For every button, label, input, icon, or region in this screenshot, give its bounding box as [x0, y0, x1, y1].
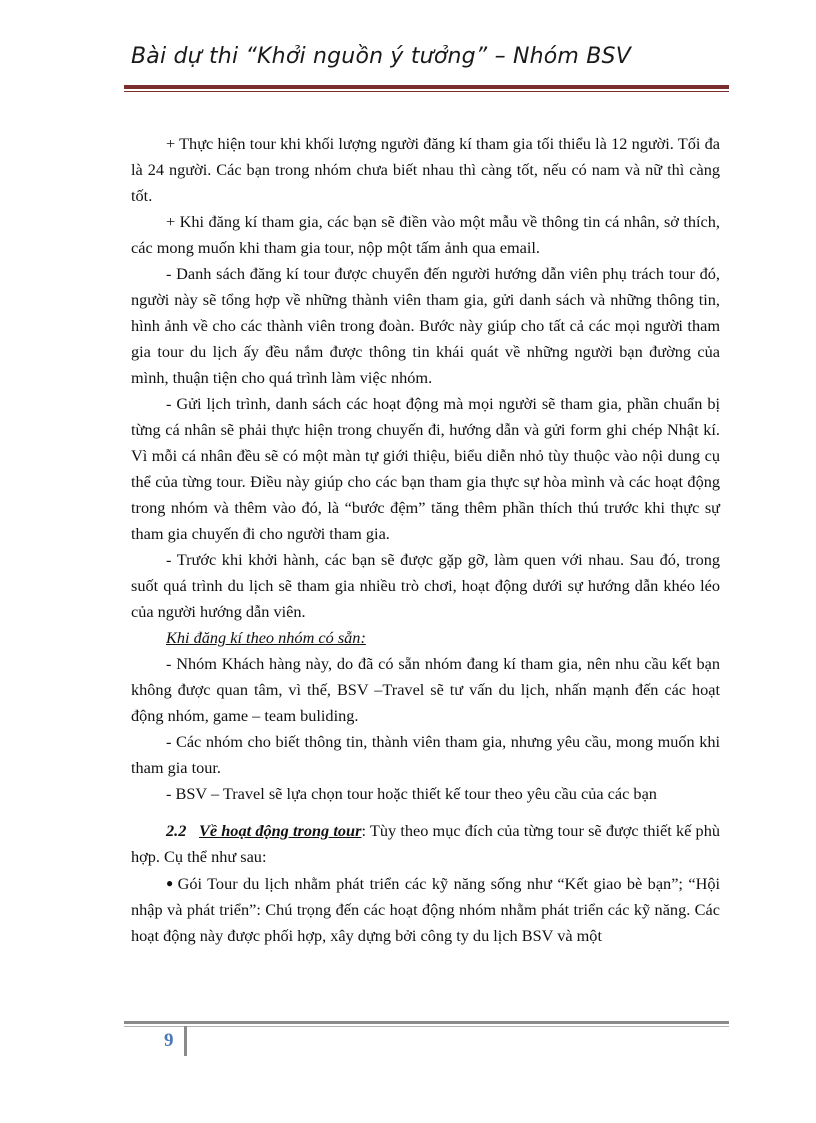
paragraph: - Nhóm Khách hàng này, do đã có sẵn nhóm đang kí tham gia, nên nhu cầu kết bạn không được quan tâm, vì thế, BSV –Travel sẽ tư vấn du lịch, nhấn mạnh đến các hoạt động nhóm, game – team buliding.	[131, 654, 720, 725]
footer-rule-thin	[124, 1026, 729, 1027]
footer-rule	[124, 1021, 729, 1024]
subheading-paragraph	[131, 625, 720, 651]
document-body	[131, 131, 720, 949]
header-rule	[124, 85, 729, 89]
page-number: 9	[164, 1030, 174, 1051]
section-text: : Tùy theo mục đích của từng tour sẽ được thiết kế phù hợp. Cụ thể như sau:	[131, 821, 720, 866]
page-header-title: Bài dự thi “Khởi nguồn ý tưởng” – Nhóm BSV	[131, 44, 631, 69]
bullet-icon: ●	[166, 876, 175, 890]
section-title: Về hoạt động trong tour	[198, 821, 362, 840]
paragraph: + Thực hiện tour khi khối lượng người đăng kí tham gia tối thiểu là 12 người. Tối đa là 24 người. Các bạn trong nhóm chưa biết nhau thì càng tốt, nếu có nam và nữ thì càng tốt.	[131, 134, 720, 205]
paragraph: - Trước khi khởi hành, các bạn sẽ được gặp gỡ, làm quen với nhau. Sau đó, trong suốt quá trình du lịch sẽ tham gia nhiều trò chơi, hoạt động dưới sự hướng dẫn khéo léo của người hướng dẫn viên.	[131, 550, 720, 621]
paragraph: + Khi đăng kí tham gia, các bạn sẽ điền vào một mẫu về thông tin cá nhân, sở thích, các mong muốn khi tham gia tour, nộp một tấm ảnh qua email.	[131, 212, 720, 257]
paragraph: - Gửi lịch trình, danh sách các hoạt động mà mọi người sẽ tham gia, phần chuẩn bị từng cá nhân sẽ phải thực hiện trong chuyến đi, hướng dẫn và gửi form ghi chép Nhật kí. Vì mỗi cá nhân đều sẽ có một màn tự giới thiệu, biểu diễn nhỏ tùy thuộc vào nội dung cụ thể của từng tour. Điều này giúp cho các bạn tham gia thực sự hòa mình và các hoạt động trong nhóm và thêm vào đó, là “bước đệm” tăng thêm phần thích thú trước khi thực sự tham gia chuyến đi cho người tham gia.	[131, 394, 720, 543]
bullet-text: Gói Tour du lịch nhằm phát triển các kỹ năng sống như “Kết giao bè bạn”; “Hội nhập và phát triển”: Chú trọng đến các hoạt động nhóm nhằm phát triển các kỹ năng. Các hoạt động này được phối hợp, xây dựng bởi công ty du lịch BSV và một	[131, 874, 720, 945]
footer-divider	[184, 1026, 187, 1056]
paragraph: - Các nhóm cho biết thông tin, thành viên tham gia, nhưng yêu cầu, mong muốn khi tham gia tour.	[131, 732, 720, 777]
paragraph: - BSV – Travel sẽ lựa chọn tour hoặc thiết kế tour theo yêu cầu của các bạn	[166, 784, 657, 803]
header-rule-thin	[124, 91, 729, 92]
subheading: Khi đăng kí theo nhóm có sẵn:	[166, 628, 366, 647]
section-heading-paragraph	[131, 818, 720, 870]
paragraph: - Danh sách đăng kí tour được chuyển đến người hướng dẫn viên phụ trách tour đó, người này sẽ tổng hợp về những thành viên tham gia, gửi danh sách và những thông tin, hình ảnh về cho các thành viên trong đoàn. Bước này giúp cho tất cả các mọi người tham gia tour du lịch ấy đều nắm được thông tin khái quát về những người bạn đường của mình, thuận tiện cho quá trình làm việc nhóm.	[131, 264, 720, 387]
bullet-paragraph	[131, 870, 720, 949]
section-number: 2.2	[166, 821, 187, 840]
